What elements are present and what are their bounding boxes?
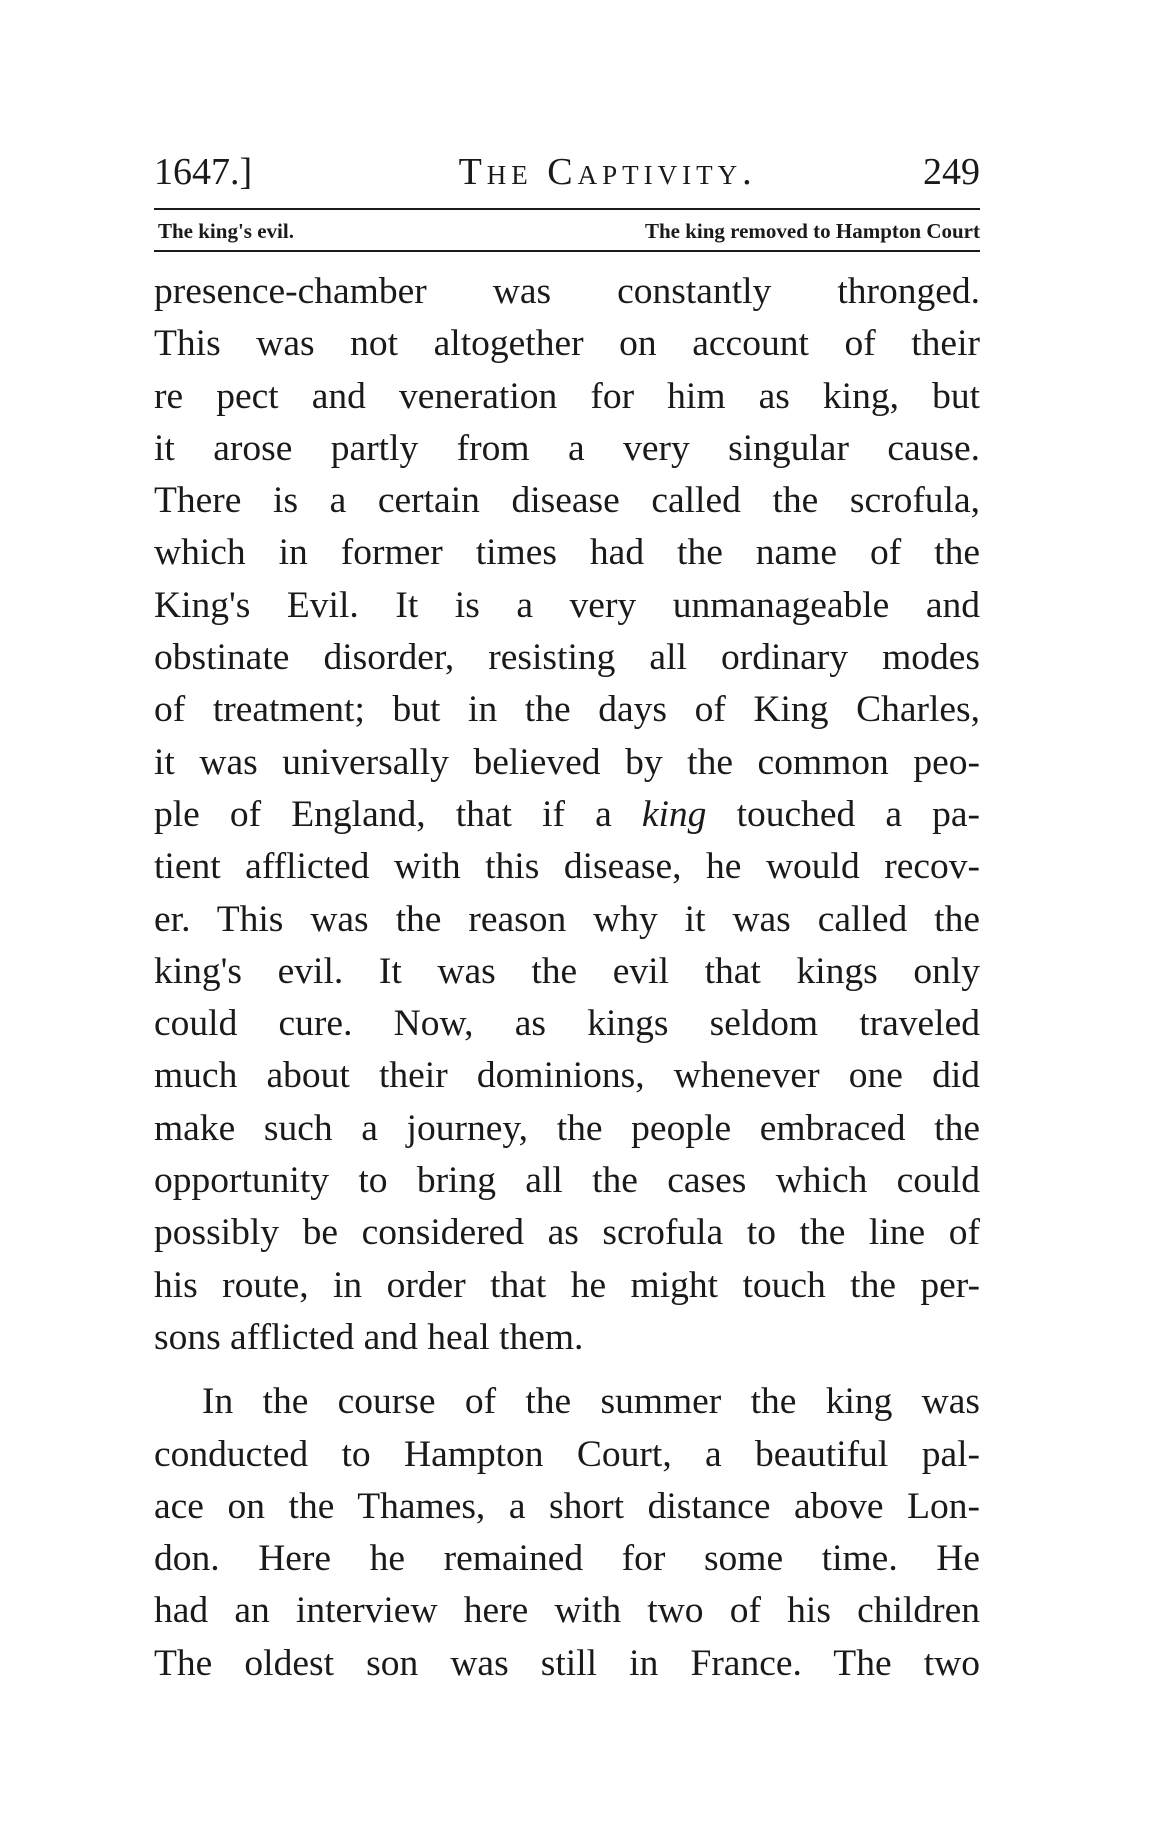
- text-line: There is a certain disease called the scrofula,: [154, 480, 980, 522]
- text-line: don. Here he remained for some time. He: [154, 1538, 980, 1580]
- text-line: King's Evil. It is a very unmanageable and: [154, 584, 980, 626]
- sidenote-left: The king's evil.: [158, 219, 294, 243]
- text-line-with-italic: [154, 789, 980, 841]
- paragraph-gap: [154, 1364, 980, 1376]
- text-line: obstinate disorder, resisting all ordinary modes: [154, 637, 980, 679]
- italic-word: king: [641, 793, 707, 835]
- text-line: much about their dominions, whenever one did: [154, 1055, 980, 1097]
- body-text: [154, 266, 980, 1690]
- sidenotes: [154, 218, 980, 244]
- text-line: could cure. Now, as kings seldom traveled: [154, 1003, 980, 1045]
- text-line: possibly be considered as scrofula to the line of: [154, 1212, 980, 1254]
- sidenote-right: The king removed to Hampton Court: [644, 219, 980, 243]
- running-head: [154, 150, 980, 200]
- text-line: re pect and veneration for him as king, but: [154, 375, 980, 417]
- text-line: of treatment; but in the days of King Charles,: [154, 689, 980, 731]
- header-title: The Captivity.: [458, 151, 757, 193]
- sidenote-rule: [154, 250, 980, 252]
- text-line: sons afflicted and heal them.: [154, 1316, 584, 1358]
- text-line: his route, in order that he might touch the per-: [154, 1264, 980, 1306]
- text-line: presence-chamber was constantly thronged.: [154, 271, 980, 312]
- text-line: In the course of the summer the king was: [202, 1381, 980, 1423]
- book-page: [154, 150, 980, 1690]
- header-year: 1647.]: [154, 151, 253, 193]
- text-line: This was not altogether on account of their: [154, 323, 980, 365]
- text-line: it was universally believed by the common peo-: [154, 741, 980, 783]
- text-line: it arose partly from a very singular cause.: [154, 427, 980, 469]
- text-line: tient afflicted with this disease, he would recov-: [154, 846, 980, 888]
- text-line: The oldest son was still in France. The two: [154, 1642, 980, 1684]
- page-number: 249: [923, 151, 980, 193]
- text-line: which in former times had the name of the: [154, 532, 980, 574]
- paragraph-1: [154, 266, 980, 1364]
- text-segment: touched a pa-: [736, 793, 981, 835]
- text-segment: ple of England, that if a: [154, 793, 612, 835]
- text-line: had an interview here with two of his children: [154, 1590, 980, 1632]
- text-line: er. This was the reason why it was called the: [154, 898, 980, 940]
- text-line: make such a journey, the people embraced the: [154, 1107, 980, 1149]
- paragraph-2: [154, 1376, 980, 1690]
- text-line: opportunity to bring all the cases which could: [154, 1160, 980, 1202]
- text-line: conducted to Hampton Court, a beautiful pal-: [154, 1433, 980, 1475]
- header-rule: [154, 208, 980, 210]
- text-line: king's evil. It was the evil that kings only: [154, 950, 980, 992]
- text-line: ace on the Thames, a short distance above Lon-: [154, 1485, 980, 1527]
